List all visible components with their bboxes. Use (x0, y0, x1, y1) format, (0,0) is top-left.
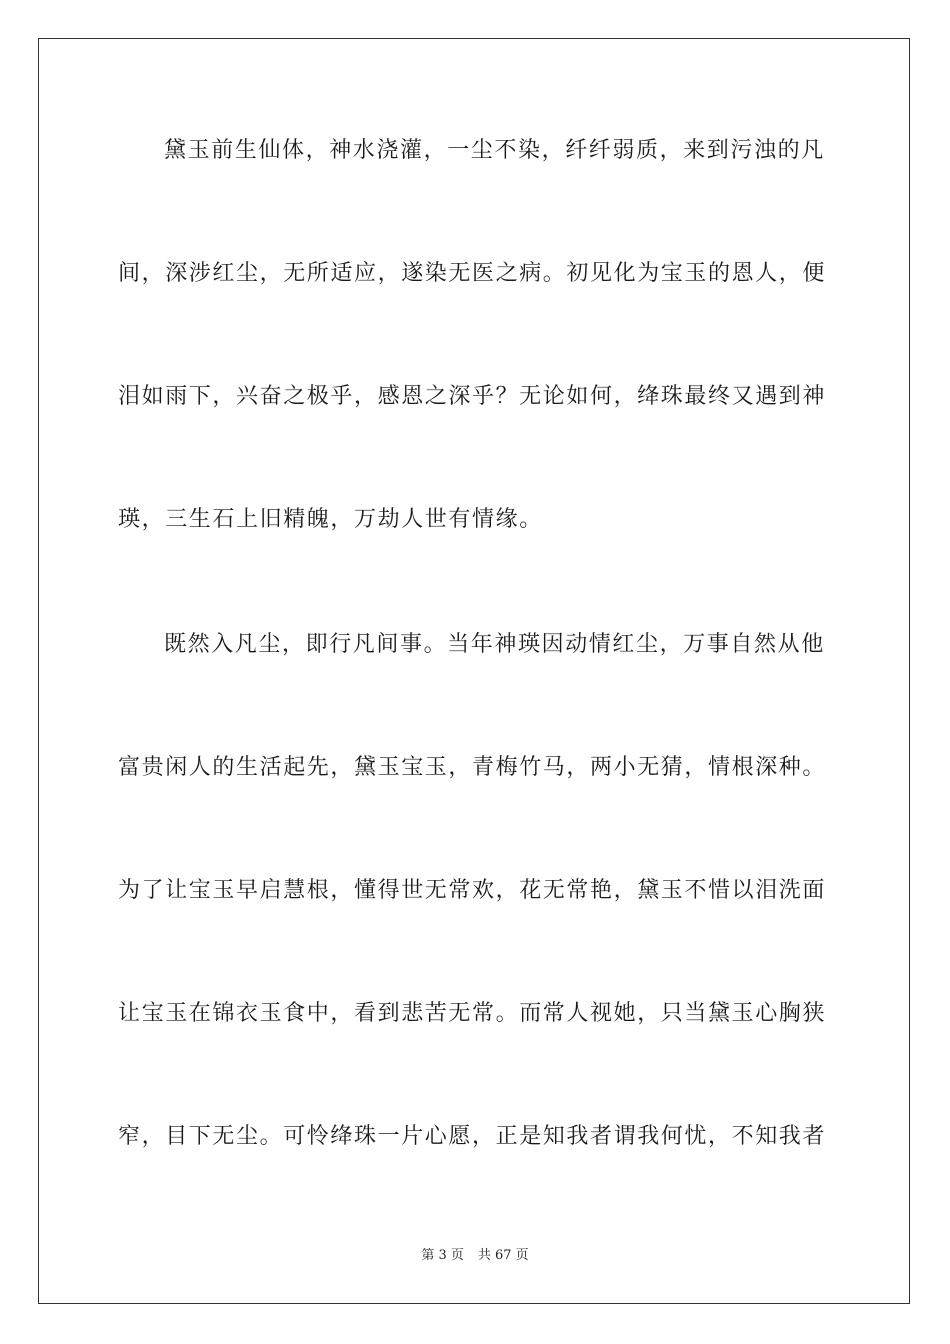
page-border (38, 38, 910, 1304)
page-footer (0, 1247, 950, 1265)
paragraph-1-line-3: 泪如雨下，兴奋之极乎，感恩之深乎？无论如何，绛珠最终又遇到神 (118, 384, 827, 409)
paragraph-2-line-3: 为了让宝玉早启慧根，懂得世无常欢，花无常艳，黛玉不惜以泪洗面 (118, 878, 827, 903)
page-number: 第 3 页 (421, 1248, 464, 1263)
paragraph-1-line-4: 瑛，三生石上旧精魄，万劫人世有情缘。 (118, 507, 543, 532)
paragraph-2-line-2: 富贵闲人的生活起先，黛玉宝玉，青梅竹马，两小无猜，情根深种。 (118, 755, 827, 780)
paragraph-2-line-4: 让宝玉在锦衣玉食中，看到悲苦无常。而常人视她，只当黛玉心胸狭 (118, 1001, 827, 1026)
paragraph-1-line-1: 黛玉前生仙体，神水浇灌，一尘不染，纤纤弱质，来到污浊的凡 (164, 138, 825, 163)
page-total: 共 67 页 (477, 1248, 529, 1263)
paragraph-2-line-1: 既然入凡尘，即行凡间事。当年神瑛因动情红尘，万事自然从他 (164, 632, 825, 657)
paragraph-1-line-2: 间，深涉红尘，无所适应，遂染无医之病。初见化为宝玉的恩人，便 (118, 261, 827, 286)
paragraph-2-line-5: 窄，目下无尘。可怜绛珠一片心愿，正是知我者谓我何忧，不知我者 (118, 1124, 827, 1149)
